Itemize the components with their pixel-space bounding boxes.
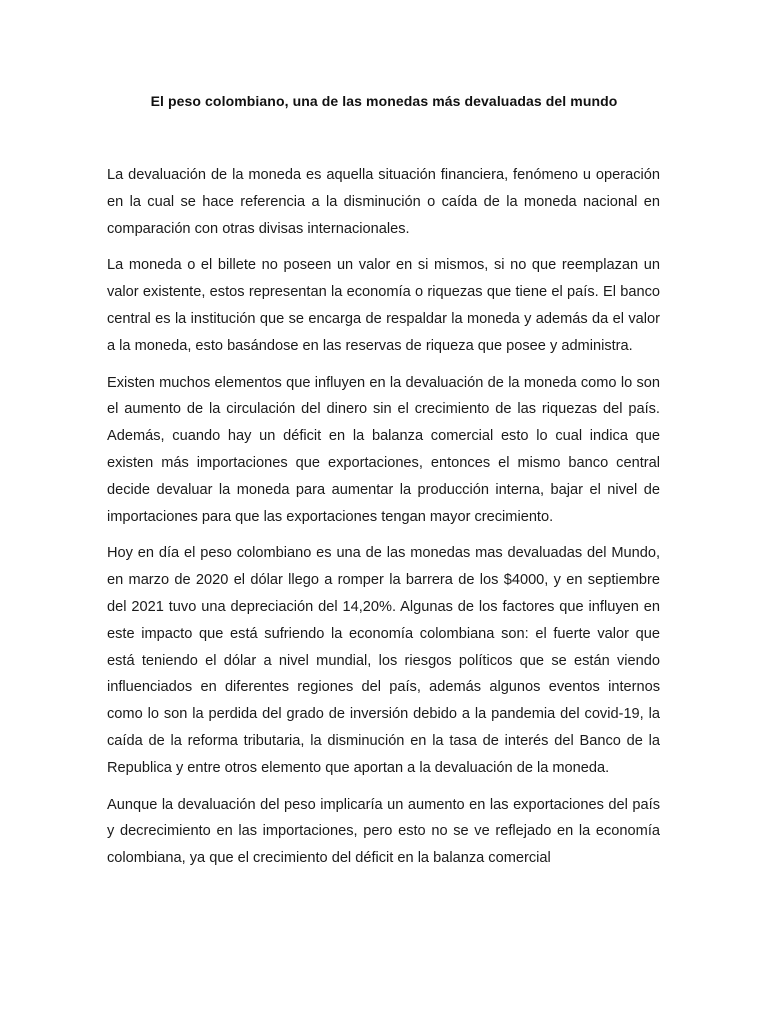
- paragraph-devaluation-definition: La devaluación de la moneda es aquella situación financiera, fenómeno u operación en la cual se hace referencia a la disminución o caída de la moneda nacional en comparación con otras divisas internacionales.: [107, 167, 660, 237]
- paragraph-devaluation-factors: Existen muchos elementos que influyen en la devaluación de la moneda como lo son el aumento de la circulación del dinero sin el crecimiento de las riquezas del país. Además, cuando hay un déficit en la balanza comercial esto lo cual indica que existen más importaciones que exportaciones, entonces el mismo banco central decide devaluar la moneda para aumentar la producción interna, bajar el nivel de importaciones para que las exportaciones tengan mayor crecimiento.: [107, 374, 660, 525]
- paragraph-exports-imports: Aunque la devaluación del peso implicaría un aumento en las exportaciones del país y decrecimiento en las importaciones, pero esto no se ve reflejado en la economía colombiana, ya que el crecimiento del déficit en la balanza comercial: [107, 796, 660, 867]
- paragraph-colombian-peso: Hoy en día el peso colombiano es una de las monedas mas devaluadas del Mundo, en marzo de 2020 el dólar llego a romper la barrera de los $4000, y en septiembre del 2021 tuvo una depreciación del 14,20%. Algunas de los factores que influyen en este impacto que está sufriendo la economía colombiana son: el fuerte valor que está teniendo el dólar a nivel mundial, los riesgos políticos que se están viendo influenciados en diferentes regiones del país, además algunos eventos internos como lo son la perdida del grado de inversión debido a la pandemia del covid-19, la caída de la reforma tributaria, la disminución en la tasa de interés del Banco de la Republica y entre otros elemento que aportan a la devaluación de la moneda.: [107, 545, 660, 776]
- paragraph-currency-value: La moneda o el billete no poseen un valor en si mismos, si no que reemplazan un valor existente, estos representan la economía o riquezas que tiene el país. El banco central es la institución que se encarga de respaldar la moneda y además da el valor a la moneda, esto basándose en las reservas de riqueza que posee y administra.: [107, 257, 660, 354]
- document-title: El peso colombiano, una de las monedas más devaluadas del mundo: [150, 93, 618, 109]
- document-body: [107, 162, 660, 882]
